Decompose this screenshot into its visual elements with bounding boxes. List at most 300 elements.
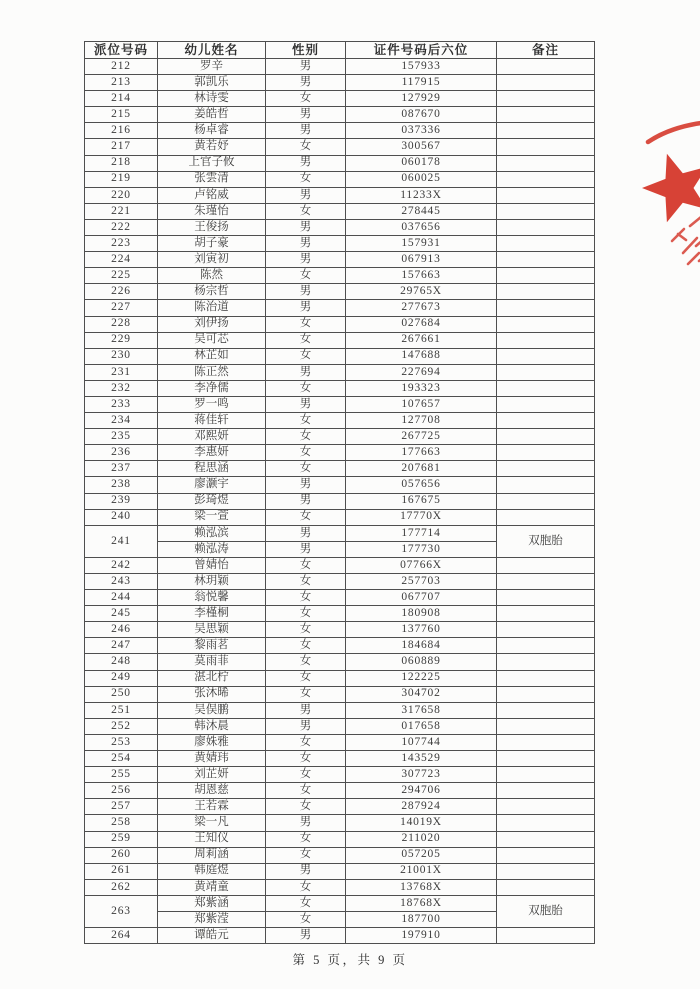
cell-gender: 男 — [266, 252, 346, 268]
allocation-table-header — [85, 42, 595, 59]
cell-remark — [497, 879, 595, 895]
table-row — [85, 219, 595, 235]
cell-remark — [497, 364, 595, 380]
cell-id-last6: 277673 — [346, 300, 497, 316]
cell-remark — [497, 155, 595, 171]
cell-id-last6: 211020 — [346, 831, 497, 847]
cell-remark — [497, 477, 595, 493]
table-row — [85, 155, 595, 171]
table-row — [85, 574, 595, 590]
cell-allocation-number: 249 — [85, 670, 158, 686]
cell-allocation-number: 224 — [85, 252, 158, 268]
cell-child-name: 韩庭煜 — [158, 863, 266, 879]
cell-remark — [497, 831, 595, 847]
column-header-1: 幼儿姓名 — [158, 42, 266, 59]
cell-gender: 女 — [266, 268, 346, 284]
cell-allocation-number: 233 — [85, 396, 158, 412]
cell-gender: 女 — [266, 638, 346, 654]
cell-remark — [497, 734, 595, 750]
cell-id-last6: 107744 — [346, 734, 497, 750]
cell-remark — [497, 75, 595, 91]
column-header-4: 备注 — [497, 42, 595, 59]
cell-child-name: 湛北柠 — [158, 670, 266, 686]
cell-allocation-number: 226 — [85, 284, 158, 300]
cell-id-last6: 193323 — [346, 380, 497, 396]
allocation-table-body — [85, 59, 595, 944]
cell-child-name: 梁一萱 — [158, 509, 266, 525]
cell-id-last6: 060025 — [346, 171, 497, 187]
cell-child-name: 莫雨菲 — [158, 654, 266, 670]
column-header-0: 派位号码 — [85, 42, 158, 59]
cell-child-name: 刘芷妍 — [158, 767, 266, 783]
header-row — [85, 42, 595, 59]
cell-allocation-number: 244 — [85, 590, 158, 606]
cell-child-name: 杨宗哲 — [158, 284, 266, 300]
table-row — [85, 751, 595, 767]
cell-child-name: 罗辛 — [158, 59, 266, 75]
table-row — [85, 767, 595, 783]
cell-remark — [497, 557, 595, 573]
cell-allocation-number: 261 — [85, 863, 158, 879]
cell-child-name: 陈正然 — [158, 364, 266, 380]
cell-remark — [497, 863, 595, 879]
table-row — [85, 445, 595, 461]
cell-allocation-number: 241 — [85, 525, 158, 557]
official-seal-stamp — [626, 90, 700, 285]
cell-remark — [497, 767, 595, 783]
cell-gender: 女 — [266, 590, 346, 606]
table-row — [85, 622, 595, 638]
cell-gender: 男 — [266, 75, 346, 91]
table-row — [85, 396, 595, 412]
table-row — [85, 364, 595, 380]
cell-id-last6: 017658 — [346, 718, 497, 734]
cell-remark — [497, 445, 595, 461]
cell-remark — [497, 429, 595, 445]
cell-gender: 男 — [266, 284, 346, 300]
cell-allocation-number: 222 — [85, 219, 158, 235]
table-row — [85, 348, 595, 364]
cell-id-last6: 13768X — [346, 879, 497, 895]
table-row — [85, 493, 595, 509]
cell-remark — [497, 396, 595, 412]
table-row — [85, 509, 595, 525]
cell-child-name: 姜皓哲 — [158, 107, 266, 123]
cell-gender: 男 — [266, 364, 346, 380]
cell-gender: 女 — [266, 799, 346, 815]
seal-graphic — [626, 90, 700, 290]
table-row — [85, 75, 595, 91]
cell-remark — [497, 509, 595, 525]
cell-id-last6: 207681 — [346, 461, 497, 477]
cell-child-name: 罗一鸣 — [158, 396, 266, 412]
cell-remark — [497, 413, 595, 429]
cell-gender: 女 — [266, 911, 346, 927]
cell-allocation-number: 217 — [85, 139, 158, 155]
cell-id-last6: 257703 — [346, 574, 497, 590]
cell-gender: 女 — [266, 879, 346, 895]
cell-allocation-number: 253 — [85, 734, 158, 750]
cell-id-last6: 14019X — [346, 815, 497, 831]
table-row — [85, 557, 595, 573]
cell-gender: 女 — [266, 622, 346, 638]
cell-allocation-number: 264 — [85, 928, 158, 944]
cell-child-name: 邓熙妍 — [158, 429, 266, 445]
seal-text-fragments — [672, 217, 700, 264]
cell-id-last6: 027684 — [346, 316, 497, 332]
cell-gender: 女 — [266, 557, 346, 573]
cell-gender: 女 — [266, 686, 346, 702]
cell-id-last6: 127929 — [346, 91, 497, 107]
cell-remark — [497, 187, 595, 203]
cell-allocation-number: 254 — [85, 751, 158, 767]
cell-allocation-number: 240 — [85, 509, 158, 525]
cell-allocation-number: 262 — [85, 879, 158, 895]
cell-remark — [497, 783, 595, 799]
cell-allocation-number: 236 — [85, 445, 158, 461]
cell-allocation-number: 248 — [85, 654, 158, 670]
cell-child-name: 郑紫涵 — [158, 895, 266, 911]
cell-child-name: 谭皓元 — [158, 928, 266, 944]
cell-child-name: 吴可芯 — [158, 332, 266, 348]
table-row — [85, 316, 595, 332]
cell-allocation-number: 232 — [85, 380, 158, 396]
cell-gender: 女 — [266, 203, 346, 219]
cell-id-last6: 127708 — [346, 413, 497, 429]
cell-remark — [497, 686, 595, 702]
cell-gender: 男 — [266, 863, 346, 879]
table-row — [85, 638, 595, 654]
cell-child-name: 林玥颖 — [158, 574, 266, 590]
cell-remark — [497, 236, 595, 252]
cell-gender: 女 — [266, 380, 346, 396]
cell-gender: 男 — [266, 702, 346, 718]
table-row — [85, 783, 595, 799]
cell-id-last6: 057205 — [346, 847, 497, 863]
cell-id-last6: 060178 — [346, 155, 497, 171]
cell-allocation-number: 246 — [85, 622, 158, 638]
cell-child-name: 黄靖童 — [158, 879, 266, 895]
cell-allocation-number: 228 — [85, 316, 158, 332]
table-row — [85, 107, 595, 123]
cell-remark — [497, 638, 595, 654]
cell-remark — [497, 751, 595, 767]
cell-gender: 女 — [266, 348, 346, 364]
cell-allocation-number: 256 — [85, 783, 158, 799]
cell-id-last6: 29765X — [346, 284, 497, 300]
cell-allocation-number: 220 — [85, 187, 158, 203]
cell-allocation-number: 231 — [85, 364, 158, 380]
table-row — [85, 187, 595, 203]
cell-child-name: 胡子豪 — [158, 236, 266, 252]
cell-remark — [497, 316, 595, 332]
cell-gender: 男 — [266, 107, 346, 123]
table-row — [85, 284, 595, 300]
cell-gender: 男 — [266, 541, 346, 557]
cell-child-name: 王若霖 — [158, 799, 266, 815]
cell-remark — [497, 847, 595, 863]
cell-allocation-number: 238 — [85, 477, 158, 493]
cell-id-last6: 167675 — [346, 493, 497, 509]
cell-child-name: 曾婧怡 — [158, 557, 266, 573]
column-header-2: 性别 — [266, 42, 346, 59]
cell-gender: 女 — [266, 171, 346, 187]
table-row — [85, 815, 595, 831]
cell-remark — [497, 590, 595, 606]
page-number-footer: 第 5 页，共 9 页 — [292, 953, 408, 967]
cell-child-name: 胡恩慈 — [158, 783, 266, 799]
cell-id-last6: 157931 — [346, 236, 497, 252]
cell-id-last6: 07766X — [346, 557, 497, 573]
table-row — [85, 380, 595, 396]
cell-child-name: 林芷如 — [158, 348, 266, 364]
cell-child-name: 彭琦煜 — [158, 493, 266, 509]
cell-id-last6: 184684 — [346, 638, 497, 654]
cell-id-last6: 107657 — [346, 396, 497, 412]
cell-child-name: 廖灏宇 — [158, 477, 266, 493]
cell-gender: 女 — [266, 139, 346, 155]
table-row — [85, 895, 595, 911]
cell-gender: 男 — [266, 493, 346, 509]
cell-gender: 女 — [266, 751, 346, 767]
cell-gender: 男 — [266, 219, 346, 235]
cell-child-name: 郭凯乐 — [158, 75, 266, 91]
cell-id-last6: 057656 — [346, 477, 497, 493]
cell-id-last6: 117915 — [346, 75, 497, 91]
cell-remark — [497, 91, 595, 107]
cell-id-last6: 087670 — [346, 107, 497, 123]
cell-remark — [497, 622, 595, 638]
cell-child-name: 上官子攸 — [158, 155, 266, 171]
cell-child-name: 卢铭威 — [158, 187, 266, 203]
table-row — [85, 928, 595, 944]
cell-child-name: 吴思颖 — [158, 622, 266, 638]
cell-allocation-number: 213 — [85, 75, 158, 91]
cell-gender: 男 — [266, 123, 346, 139]
cell-id-last6: 300567 — [346, 139, 497, 155]
cell-child-name: 赖泓滨 — [158, 525, 266, 541]
cell-child-name: 赖泓涛 — [158, 541, 266, 557]
cell-id-last6: 227694 — [346, 364, 497, 380]
cell-gender: 女 — [266, 413, 346, 429]
cell-id-last6: 307723 — [346, 767, 497, 783]
cell-remark — [497, 123, 595, 139]
cell-id-last6: 180908 — [346, 606, 497, 622]
cell-remark — [497, 59, 595, 75]
cell-id-last6: 187700 — [346, 911, 497, 927]
allocation-table — [84, 41, 595, 944]
cell-child-name: 韩沐晨 — [158, 718, 266, 734]
cell-allocation-number: 216 — [85, 123, 158, 139]
cell-allocation-number: 214 — [85, 91, 158, 107]
table-row — [85, 300, 595, 316]
cell-allocation-number: 260 — [85, 847, 158, 863]
cell-child-name: 李槿桐 — [158, 606, 266, 622]
cell-child-name: 陈然 — [158, 268, 266, 284]
cell-child-name: 郑紫滢 — [158, 911, 266, 927]
cell-gender: 女 — [266, 847, 346, 863]
seal-star-icon — [642, 154, 700, 222]
table-row — [85, 879, 595, 895]
table-row — [85, 718, 595, 734]
cell-allocation-number: 258 — [85, 815, 158, 831]
table-row — [85, 525, 595, 541]
cell-gender: 男 — [266, 928, 346, 944]
cell-id-last6: 267661 — [346, 332, 497, 348]
cell-child-name: 周莉涵 — [158, 847, 266, 863]
cell-gender: 女 — [266, 767, 346, 783]
table-row — [85, 59, 595, 75]
cell-gender: 男 — [266, 718, 346, 734]
cell-allocation-number: 235 — [85, 429, 158, 445]
cell-remark — [497, 928, 595, 944]
cell-id-last6: 21001X — [346, 863, 497, 879]
cell-child-name: 梁一凡 — [158, 815, 266, 831]
cell-allocation-number: 255 — [85, 767, 158, 783]
cell-id-last6: 18768X — [346, 895, 497, 911]
table-row — [85, 799, 595, 815]
table-row — [85, 139, 595, 155]
cell-id-last6: 157933 — [346, 59, 497, 75]
cell-id-last6: 037336 — [346, 123, 497, 139]
table-row — [85, 702, 595, 718]
cell-id-last6: 197910 — [346, 928, 497, 944]
cell-remark — [497, 799, 595, 815]
cell-gender: 女 — [266, 783, 346, 799]
cell-gender: 女 — [266, 316, 346, 332]
cell-allocation-number: 263 — [85, 895, 158, 927]
cell-allocation-number: 229 — [85, 332, 158, 348]
cell-child-name: 廖姝雅 — [158, 734, 266, 750]
column-header-3: 证件号码后六位 — [346, 42, 497, 59]
cell-id-last6: 157663 — [346, 268, 497, 284]
cell-remark — [497, 606, 595, 622]
cell-child-name: 程思涵 — [158, 461, 266, 477]
cell-gender: 女 — [266, 332, 346, 348]
table-row — [85, 590, 595, 606]
table-row — [85, 461, 595, 477]
table-row — [85, 171, 595, 187]
cell-remark — [497, 219, 595, 235]
table-row — [85, 236, 595, 252]
cell-allocation-number: 251 — [85, 702, 158, 718]
cell-allocation-number: 259 — [85, 831, 158, 847]
table-row — [85, 413, 595, 429]
cell-child-name: 刘寅初 — [158, 252, 266, 268]
table-row — [85, 863, 595, 879]
cell-remark — [497, 171, 595, 187]
cell-gender: 女 — [266, 509, 346, 525]
cell-gender: 女 — [266, 895, 346, 911]
cell-child-name: 李惠妍 — [158, 445, 266, 461]
table-row — [85, 123, 595, 139]
cell-remark — [497, 139, 595, 155]
cell-child-name: 朱瑾怡 — [158, 203, 266, 219]
table-row — [85, 734, 595, 750]
cell-id-last6: 137760 — [346, 622, 497, 638]
cell-allocation-number: 252 — [85, 718, 158, 734]
cell-allocation-number: 257 — [85, 799, 158, 815]
allocation-table-container — [84, 41, 594, 944]
cell-remark — [497, 718, 595, 734]
cell-gender: 女 — [266, 445, 346, 461]
table-row — [85, 332, 595, 348]
cell-id-last6: 177714 — [346, 525, 497, 541]
table-row — [85, 606, 595, 622]
cell-gender: 男 — [266, 59, 346, 75]
cell-remark — [497, 268, 595, 284]
cell-allocation-number: 234 — [85, 413, 158, 429]
cell-allocation-number: 243 — [85, 574, 158, 590]
table-row — [85, 252, 595, 268]
cell-gender: 女 — [266, 831, 346, 847]
cell-child-name: 张雲清 — [158, 171, 266, 187]
cell-child-name: 黎雨茗 — [158, 638, 266, 654]
cell-child-name: 杨卓睿 — [158, 123, 266, 139]
cell-gender: 女 — [266, 461, 346, 477]
cell-remark — [497, 380, 595, 396]
cell-remark — [497, 461, 595, 477]
table-row — [85, 847, 595, 863]
cell-child-name: 黄若妤 — [158, 139, 266, 155]
cell-remark — [497, 284, 595, 300]
cell-allocation-number: 239 — [85, 493, 158, 509]
cell-child-name: 林诗雯 — [158, 91, 266, 107]
cell-gender: 女 — [266, 670, 346, 686]
cell-id-last6: 278445 — [346, 203, 497, 219]
cell-remark — [497, 574, 595, 590]
cell-allocation-number: 225 — [85, 268, 158, 284]
cell-allocation-number: 237 — [85, 461, 158, 477]
cell-remark — [497, 493, 595, 509]
cell-remark: 双胞胎 — [497, 895, 595, 927]
cell-remark — [497, 654, 595, 670]
table-row — [85, 831, 595, 847]
table-row — [85, 686, 595, 702]
table-row — [85, 268, 595, 284]
table-row — [85, 429, 595, 445]
cell-gender: 女 — [266, 606, 346, 622]
cell-child-name: 李净儒 — [158, 380, 266, 396]
cell-gender: 男 — [266, 396, 346, 412]
cell-gender: 男 — [266, 525, 346, 541]
cell-gender: 男 — [266, 815, 346, 831]
cell-allocation-number: 247 — [85, 638, 158, 654]
cell-allocation-number: 219 — [85, 171, 158, 187]
cell-id-last6: 143529 — [346, 751, 497, 767]
cell-id-last6: 304702 — [346, 686, 497, 702]
table-row — [85, 654, 595, 670]
cell-remark — [497, 702, 595, 718]
cell-remark — [497, 348, 595, 364]
cell-child-name: 张沐晞 — [158, 686, 266, 702]
cell-remark — [497, 107, 595, 123]
cell-id-last6: 037656 — [346, 219, 497, 235]
cell-gender: 女 — [266, 91, 346, 107]
cell-remark — [497, 252, 595, 268]
table-row — [85, 203, 595, 219]
cell-gender: 女 — [266, 734, 346, 750]
cell-remark — [497, 815, 595, 831]
cell-id-last6: 067913 — [346, 252, 497, 268]
cell-gender: 男 — [266, 187, 346, 203]
cell-allocation-number: 250 — [85, 686, 158, 702]
cell-gender: 女 — [266, 654, 346, 670]
cell-child-name: 黄婧玮 — [158, 751, 266, 767]
cell-id-last6: 177730 — [346, 541, 497, 557]
cell-gender: 女 — [266, 429, 346, 445]
cell-gender: 男 — [266, 477, 346, 493]
